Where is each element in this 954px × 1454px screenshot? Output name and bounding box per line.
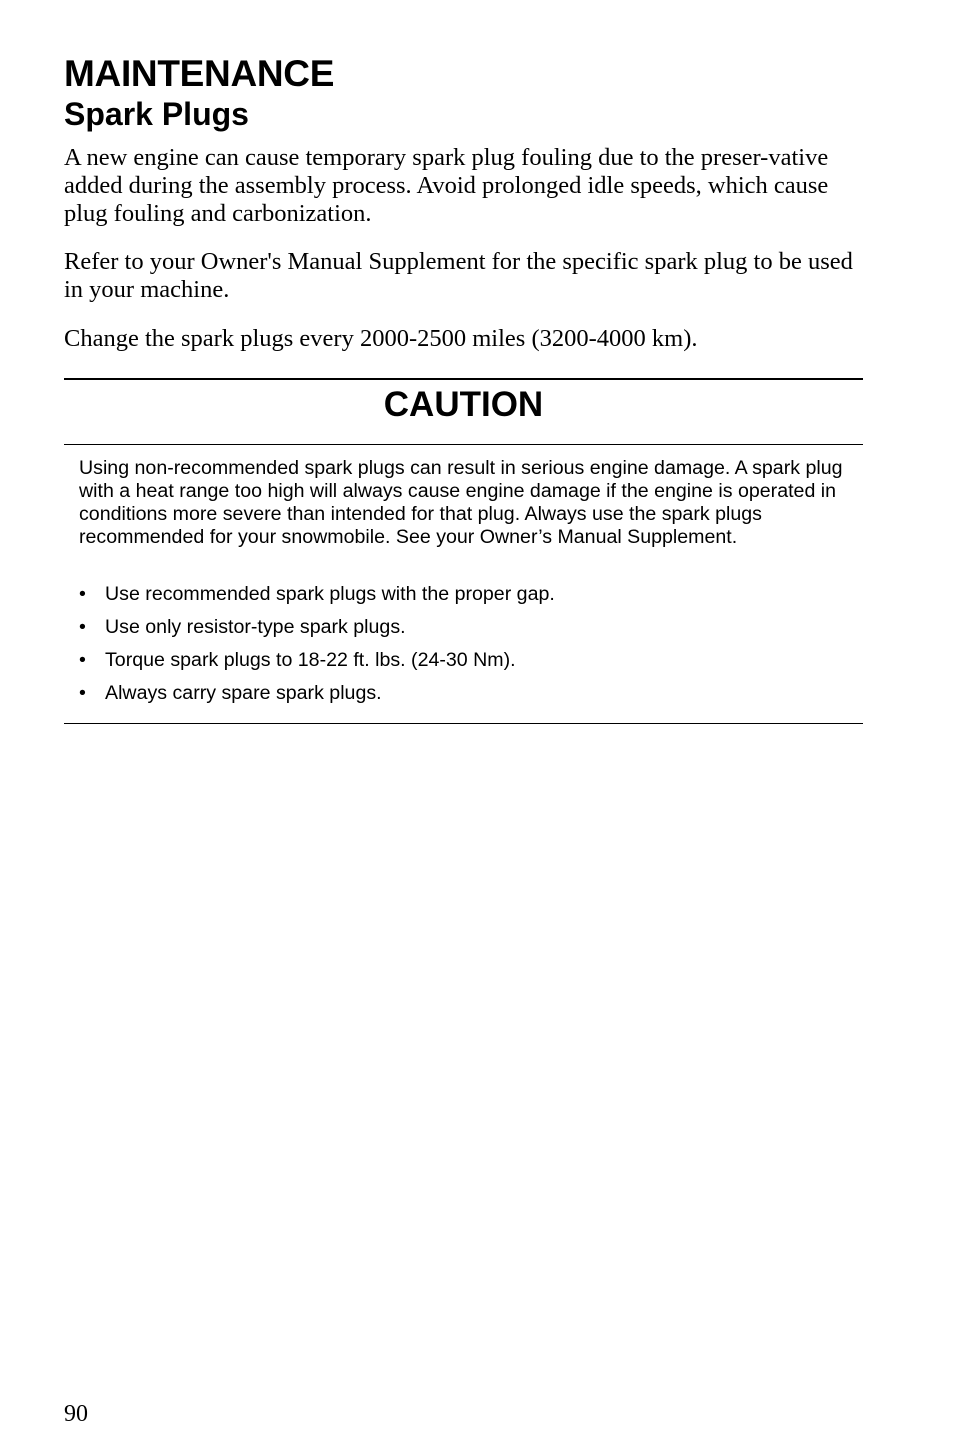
bullet-icon: • [79, 583, 86, 605]
body-paragraph: Refer to your Owner's Manual Supplement for the specific spark plug to be used in your machine. [64, 248, 853, 303]
bullet-icon: • [79, 616, 86, 638]
caution-bottom-divider [64, 723, 863, 724]
caution-title: CAUTION [383, 385, 544, 424]
bullet-icon: • [79, 649, 86, 671]
caution-list-item [79, 583, 555, 606]
caution-list [79, 583, 555, 715]
caution-list-item [79, 682, 555, 705]
caution-item-text: Use recommended spark plugs with the proper gap. [105, 583, 555, 605]
subsection-title: Spark Plugs [64, 96, 249, 132]
bullet-icon: • [79, 682, 86, 704]
caution-header-divider [64, 444, 863, 445]
caution-top-divider [64, 378, 863, 380]
section-title: MAINTENANCE [64, 53, 335, 94]
caution-list-item [79, 649, 555, 672]
caution-box [64, 378, 863, 725]
caution-text: Using non-recommended spark plugs can result in serious engine damage. A spark plug with a heat range too high will always cause engine damage if the engine is operated in conditions more severe than intended for that plug. Always use the spark plugs recommended for your snowmobile. See your Owner’s Manual Supplement. [79, 457, 843, 548]
caution-item-text: Always carry spare spark plugs. [105, 682, 382, 704]
body-paragraph: A new engine can cause temporary spark plug fouling due to the preser-vative added during the assembly process. Avoid prolonged idle speeds, which cause plug fouling and carbonization. [64, 144, 829, 227]
caution-item-text: Use only resistor-type spark plugs. [105, 616, 406, 638]
page-number: 90 [64, 1401, 88, 1427]
caution-item-text: Torque spark plugs to 18-22 ft. lbs. (24-30 Nm). [105, 649, 516, 671]
caution-list-item [79, 616, 555, 639]
body-paragraph: Change the spark plugs every 2000-2500 miles (3200-4000 km). [64, 325, 698, 352]
